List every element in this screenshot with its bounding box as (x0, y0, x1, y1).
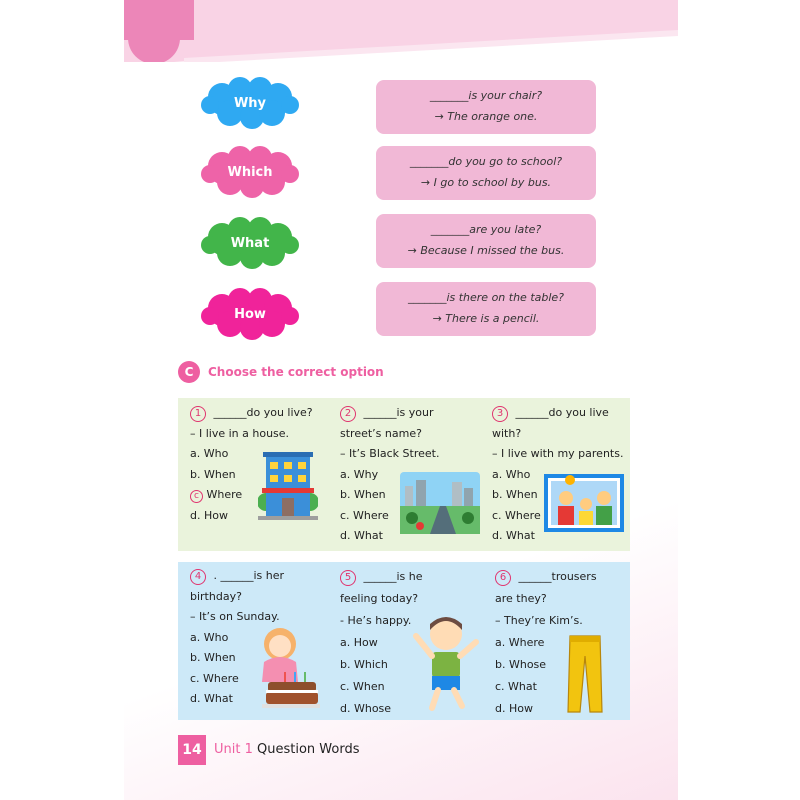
item-answer: - He’s happy. (340, 614, 412, 627)
option-c[interactable]: c. Where (492, 508, 541, 522)
footer-unit-title (214, 742, 359, 757)
option-b[interactable]: b. When (190, 467, 236, 481)
question-box[interactable] (376, 80, 596, 134)
item-question: . ______is her (213, 569, 285, 582)
option-a[interactable]: a. Who (190, 630, 229, 644)
answer-text: → There is a pencil. (432, 312, 540, 325)
option-a[interactable]: a. How (340, 636, 378, 649)
item-number: 4 (190, 569, 206, 585)
item-question-cont: with? (492, 426, 522, 440)
item-number: 5 (340, 570, 356, 586)
exercise-item-5 (340, 566, 423, 720)
section-badge: C (178, 361, 200, 383)
option-d[interactable]: d. What (340, 529, 383, 542)
option-d[interactable]: d. What (492, 529, 535, 542)
answer-text: → The orange one. (434, 110, 538, 123)
item-question: ______is he (363, 570, 423, 583)
unit-label: Unit 1 (214, 742, 253, 757)
item-question: ______do you live (515, 406, 609, 419)
item-question: ______do you live? (213, 406, 313, 419)
header-decoration (124, 0, 678, 62)
cloud-label: What (230, 235, 270, 251)
item-question: ______is your (363, 406, 434, 419)
option-c[interactable]: c. What (495, 680, 537, 693)
option-c[interactable]: c. Where (340, 508, 389, 522)
cloud-how[interactable] (200, 288, 300, 340)
item-number: 6 (495, 570, 511, 586)
section-title: Choose the correct option (208, 365, 384, 379)
option-b[interactable]: b. Whose (495, 658, 547, 671)
circled-answer-marker: c (190, 490, 203, 503)
option-b[interactable]: b. Which (340, 658, 388, 671)
item-question-cont: feeling today? (340, 592, 419, 605)
question-text: _______is there on the table? (407, 291, 565, 304)
cloud-label: Which (227, 164, 273, 180)
item-answer: – I live in a house. (190, 426, 290, 440)
option-d[interactable]: d. How (495, 702, 533, 715)
item-question-cont: birthday? (190, 589, 242, 603)
house-building-icon (258, 450, 318, 520)
option-c[interactable]: c. Where (190, 671, 239, 685)
item-question: ______trousers (518, 570, 597, 583)
answer-text: → Because I missed the bus. (407, 244, 565, 257)
option-d[interactable]: d. Whose (340, 702, 392, 715)
street-scene-icon (400, 472, 480, 534)
option-d[interactable]: d. What (190, 692, 233, 705)
option-d[interactable]: d. How (190, 508, 228, 522)
question-text: _______are you late? (430, 223, 542, 236)
option-c[interactable]: c. When (340, 680, 385, 693)
question-text: _______do you go to school? (409, 155, 563, 168)
cloud-what[interactable] (200, 217, 300, 269)
yellow-trousers-icon (566, 632, 604, 716)
option-c[interactable]: c Where (190, 485, 313, 506)
option-b[interactable]: b. When (492, 488, 538, 501)
item-number: 1 (190, 406, 206, 422)
item-question-cont: street’s name? (340, 426, 422, 440)
item-answer: – I live with my parents. (492, 447, 624, 460)
page-number: 14 (178, 735, 206, 765)
item-question-cont: are they? (495, 592, 547, 605)
option-a[interactable]: a. Who (190, 447, 229, 460)
item-answer: – It’s on Sunday. (190, 610, 280, 623)
option-a[interactable]: a. Why (340, 467, 379, 481)
girl-birthday-cake-icon (254, 626, 320, 710)
item-number: 2 (340, 406, 356, 422)
question-box[interactable] (376, 146, 596, 200)
option-b[interactable]: b. When (190, 651, 236, 664)
option-a[interactable]: a. Who (492, 467, 531, 481)
item-answer: – It’s Black Street. (340, 447, 440, 460)
answer-text: → I go to school by bus. (420, 176, 552, 189)
question-box[interactable] (376, 282, 596, 336)
question-box[interactable] (376, 214, 596, 268)
cloud-label: Why (233, 95, 267, 111)
cloud-why[interactable] (200, 77, 300, 129)
question-text: _______is your chair? (429, 89, 543, 102)
section-c-heading (178, 361, 384, 383)
family-photo-icon (544, 474, 624, 532)
happy-boy-icon (412, 612, 482, 716)
cloud-which[interactable] (200, 146, 300, 198)
option-a[interactable]: a. Where (495, 636, 545, 649)
item-number: 3 (492, 406, 508, 422)
option-b[interactable]: b. When (340, 488, 386, 501)
cloud-label: How (234, 306, 266, 322)
item-answer: – They’re Kim’s. (495, 614, 583, 627)
unit-title: Question Words (257, 742, 360, 757)
